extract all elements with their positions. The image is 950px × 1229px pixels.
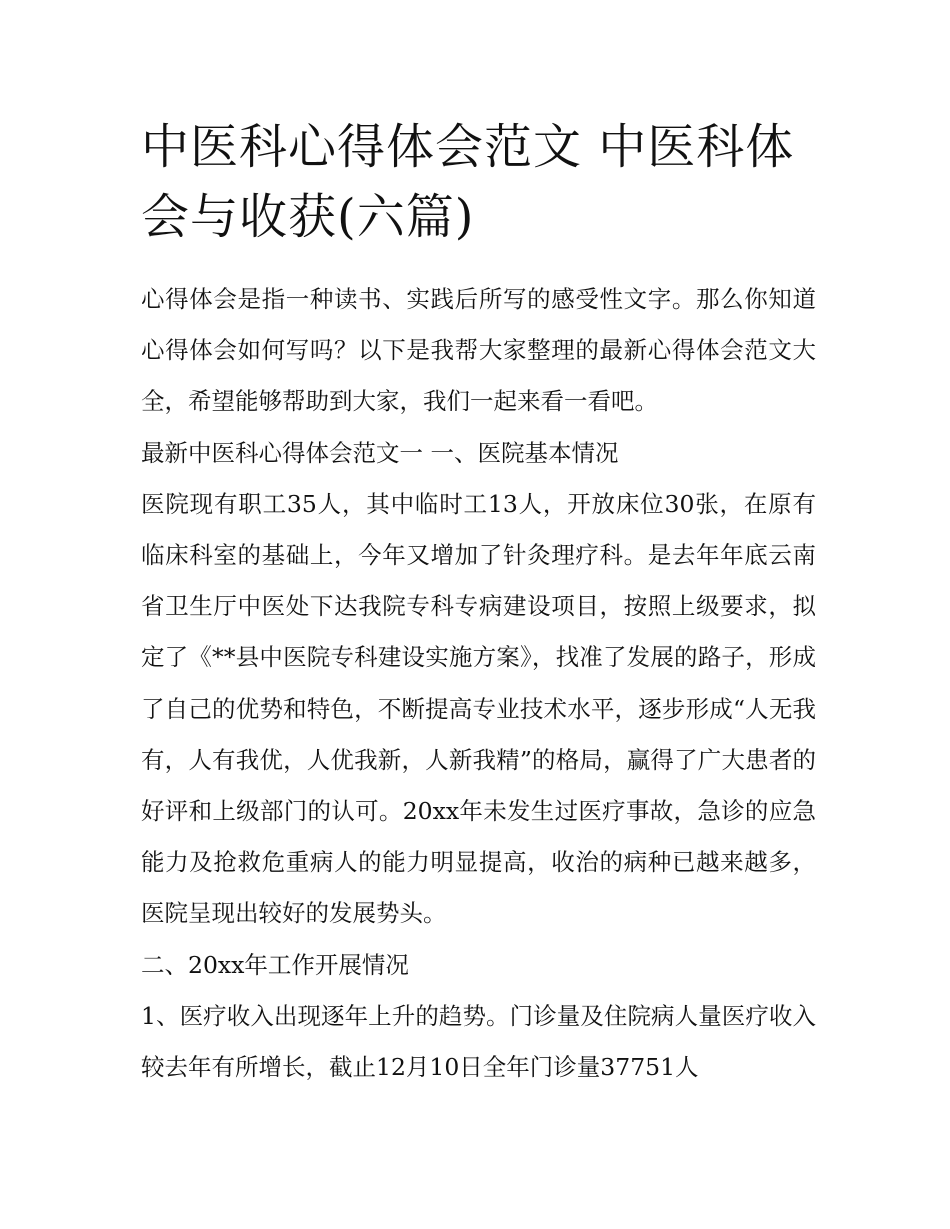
hospital-situation-paragraph: 医院现有职工35人，其中临时工13人，开放床位30张，在原有临床科室的基础上，今年又增加了针灸理疗科。是去年年底云南省卫生厅中医处下达我院专科专病建设项目，按照上级要求，拟定了《**县中医院专科建设实施方案》，找准了发展的路子，形成了自己的优势和特色，不断提高专业技术水平，逐步形成“人无我有，人有我优，人优我新，人新我精”的格局，赢得了广大患者的好评和上级部门的认可。20xx年未发生过医疗事故，急诊的应急能力及抢救危重病人的能力明显提高，收治的病种已越来越多，医院呈现出较好的发展势头。 bbox=[141, 489, 816, 928]
intro-paragraph: 心得体会是指一种读书、实践后所写的感受性文字。那么你知道心得体会如何写吗？以下是我帮大家整理的最新心得体会范文大全，希望能够帮助到大家，我们一起来看一看吧。 bbox=[141, 285, 816, 416]
section-heading-1: 最新中医科心得体会范文一 一、医院基本情况 bbox=[141, 438, 619, 467]
medical-income-paragraph: 1、医疗收入出现逐年上升的趋势。门诊量及住院病人量医疗收入较去年有所增长，截止12月10日全年门诊量37751人 bbox=[141, 1001, 816, 1082]
section-heading-2: 二、20xx年工作开展情况 bbox=[141, 950, 409, 979]
document-page bbox=[141, 112, 816, 1093]
document-body bbox=[141, 274, 816, 1093]
document-title: 中医科心得体会范文 中医科体会与收获(六篇) bbox=[141, 119, 795, 245]
